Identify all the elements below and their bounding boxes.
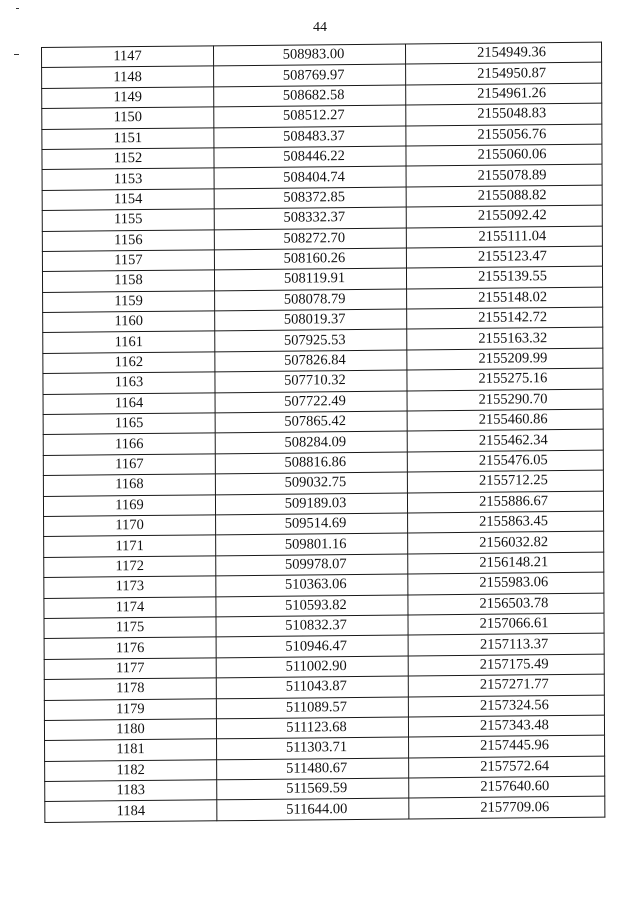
x-coordinate-cell: 511644.00 [217, 798, 409, 820]
point-number-cell: 1178 [44, 678, 216, 700]
x-coordinate-cell: 508682.58 [214, 85, 406, 107]
x-coordinate-cell: 509978.07 [216, 554, 408, 576]
x-coordinate-cell: 508372.85 [214, 187, 406, 209]
x-coordinate-cell: 511303.71 [217, 737, 409, 759]
point-number-cell: 1175 [44, 617, 216, 639]
y-coordinate-cell: 2154950.87 [406, 63, 602, 85]
point-number-cell: 1174 [44, 596, 216, 618]
x-coordinate-cell: 508983.00 [214, 44, 406, 66]
y-coordinate-cell: 2154949.36 [406, 42, 602, 64]
y-coordinate-cell: 2155148.02 [407, 287, 603, 309]
point-number-cell: 1169 [43, 494, 215, 516]
x-coordinate-cell: 511089.57 [216, 696, 408, 718]
scan-mark [16, 8, 19, 9]
point-number-cell: 1156 [42, 229, 214, 251]
y-coordinate-cell: 2155983.06 [408, 572, 604, 594]
point-number-cell: 1177 [44, 658, 216, 680]
x-coordinate-cell: 507865.42 [215, 411, 407, 433]
x-coordinate-cell: 507826.84 [215, 350, 407, 372]
point-number-cell: 1166 [43, 433, 215, 455]
x-coordinate-cell: 511569.59 [217, 778, 409, 800]
x-coordinate-cell: 511043.87 [216, 676, 408, 698]
y-coordinate-cell: 2154961.26 [406, 83, 602, 105]
x-coordinate-cell: 508769.97 [214, 64, 406, 86]
y-coordinate-cell: 2155462.34 [407, 430, 603, 452]
coordinates-table-body [42, 42, 605, 822]
point-number-cell: 1153 [42, 168, 214, 190]
y-coordinate-cell: 2157572.64 [409, 756, 605, 778]
point-number-cell: 1171 [44, 535, 216, 557]
page-number: 44 [313, 20, 327, 35]
y-coordinate-cell: 2155142.72 [407, 307, 603, 329]
point-number-cell: 1184 [45, 800, 217, 822]
y-coordinate-cell: 2155863.45 [408, 511, 604, 533]
x-coordinate-cell: 508816.86 [215, 452, 407, 474]
y-coordinate-cell: 2155088.82 [406, 185, 602, 207]
x-coordinate-cell: 508078.79 [215, 289, 407, 311]
y-coordinate-cell: 2155209.99 [407, 348, 603, 370]
y-coordinate-cell: 2157066.61 [408, 613, 604, 635]
x-coordinate-cell: 508019.37 [215, 309, 407, 331]
x-coordinate-cell: 510593.82 [216, 595, 408, 617]
point-number-cell: 1172 [44, 556, 216, 578]
point-number-cell: 1168 [43, 474, 215, 496]
y-coordinate-cell: 2157709.06 [409, 797, 605, 819]
point-number-cell: 1176 [44, 637, 216, 659]
point-number-cell: 1150 [42, 107, 214, 129]
x-coordinate-cell: 508332.37 [214, 207, 406, 229]
point-number-cell: 1159 [43, 291, 215, 313]
x-coordinate-cell: 508483.37 [214, 126, 406, 148]
y-coordinate-cell: 2157113.37 [408, 633, 604, 655]
y-coordinate-cell: 2157271.77 [408, 674, 604, 696]
y-coordinate-cell: 2155048.83 [406, 103, 602, 125]
y-coordinate-cell: 2156148.21 [408, 552, 604, 574]
point-number-cell: 1182 [45, 759, 217, 781]
x-coordinate-cell: 507925.53 [215, 329, 407, 351]
point-number-cell: 1183 [45, 780, 217, 802]
point-number-cell: 1181 [45, 739, 217, 761]
x-coordinate-cell: 511480.67 [217, 758, 409, 780]
x-coordinate-cell: 508284.09 [215, 431, 407, 453]
coordinates-table [41, 42, 605, 823]
y-coordinate-cell: 2157445.96 [409, 735, 605, 757]
y-coordinate-cell: 2155476.05 [407, 450, 603, 472]
point-number-cell: 1162 [43, 352, 215, 374]
x-coordinate-cell: 511002.90 [216, 656, 408, 678]
x-coordinate-cell: 507710.32 [215, 370, 407, 392]
point-number-cell: 1155 [42, 209, 214, 231]
point-number-cell: 1165 [43, 413, 215, 435]
point-number-cell: 1161 [43, 331, 215, 353]
x-coordinate-cell: 509032.75 [215, 472, 407, 494]
point-number-cell: 1147 [42, 46, 214, 68]
point-number-cell: 1164 [43, 392, 215, 414]
point-number-cell: 1158 [42, 270, 214, 292]
y-coordinate-cell: 2156032.82 [408, 531, 604, 553]
y-coordinate-cell: 2157175.49 [408, 654, 604, 676]
y-coordinate-cell: 2155123.47 [406, 246, 602, 268]
x-coordinate-cell: 508512.27 [214, 105, 406, 127]
point-number-cell: 1179 [44, 698, 216, 720]
x-coordinate-cell: 508272.70 [214, 228, 406, 250]
point-number-cell: 1152 [42, 148, 214, 170]
y-coordinate-cell: 2155163.32 [407, 328, 603, 350]
y-coordinate-cell: 2155056.76 [406, 124, 602, 146]
point-number-cell: 1180 [44, 719, 216, 741]
y-coordinate-cell: 2157343.48 [408, 715, 604, 737]
point-number-cell: 1154 [42, 189, 214, 211]
x-coordinate-cell: 508119.91 [214, 268, 406, 290]
coordinates-sheet [41, 42, 604, 823]
y-coordinate-cell: 2155139.55 [406, 266, 602, 288]
point-number-cell: 1170 [44, 515, 216, 537]
x-coordinate-cell: 510363.06 [216, 574, 408, 596]
y-coordinate-cell: 2155460.86 [407, 409, 603, 431]
point-number-cell: 1157 [42, 250, 214, 272]
y-coordinate-cell: 2155078.89 [406, 164, 602, 186]
y-coordinate-cell: 2155275.16 [407, 368, 603, 390]
x-coordinate-cell: 509514.69 [216, 513, 408, 535]
point-number-cell: 1163 [43, 372, 215, 394]
y-coordinate-cell: 2155060.06 [406, 144, 602, 166]
x-coordinate-cell: 508446.22 [214, 146, 406, 168]
point-number-cell: 1173 [44, 576, 216, 598]
y-coordinate-cell: 2155886.67 [407, 491, 603, 513]
y-coordinate-cell: 2155290.70 [407, 389, 603, 411]
x-coordinate-cell: 511123.68 [216, 717, 408, 739]
y-coordinate-cell: 2157324.56 [408, 695, 604, 717]
y-coordinate-cell: 2157640.60 [409, 776, 605, 798]
point-number-cell: 1151 [42, 127, 214, 149]
x-coordinate-cell: 509801.16 [216, 533, 408, 555]
x-coordinate-cell: 510946.47 [216, 635, 408, 657]
point-number-cell: 1148 [42, 66, 214, 88]
y-coordinate-cell: 2155092.42 [406, 205, 602, 227]
point-number-cell: 1160 [43, 311, 215, 333]
x-coordinate-cell: 507722.49 [215, 391, 407, 413]
point-number-cell: 1167 [43, 454, 215, 476]
scan-mark [14, 54, 19, 55]
x-coordinate-cell: 510832.37 [216, 615, 408, 637]
y-coordinate-cell: 2155111.04 [406, 226, 602, 248]
y-coordinate-cell: 2155712.25 [407, 470, 603, 492]
x-coordinate-cell: 508404.74 [214, 166, 406, 188]
y-coordinate-cell: 2156503.78 [408, 593, 604, 615]
point-number-cell: 1149 [42, 87, 214, 109]
x-coordinate-cell: 508160.26 [214, 248, 406, 270]
x-coordinate-cell: 509189.03 [215, 493, 407, 515]
